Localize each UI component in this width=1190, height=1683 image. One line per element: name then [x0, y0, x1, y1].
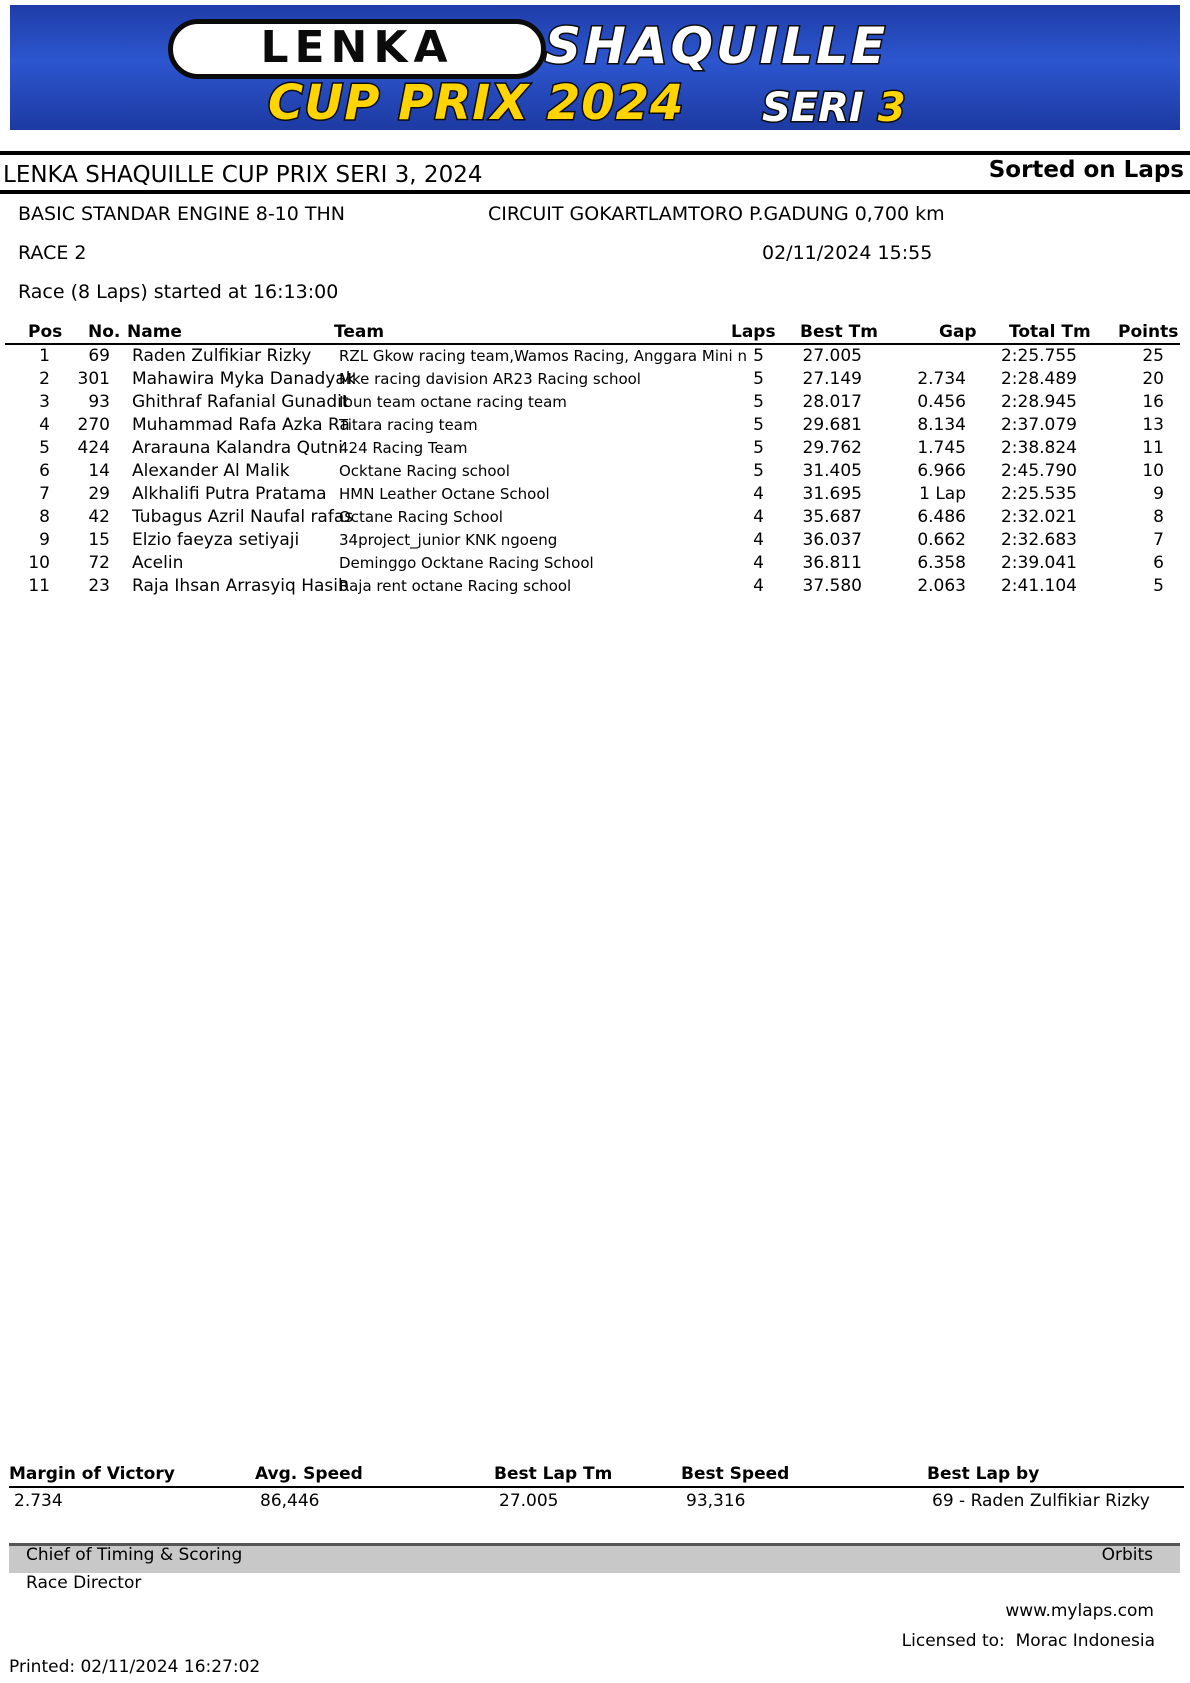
cell-name: Alexander Al Malik: [132, 461, 290, 481]
cell-total: 2:25.535: [1000, 484, 1077, 504]
col-best: Best Tm: [800, 322, 878, 342]
cell-no: 93: [88, 392, 110, 412]
cell-laps: 5: [753, 392, 764, 412]
cell-points: 7: [1153, 530, 1164, 550]
table-row: [0, 438, 1190, 461]
col-name: Name: [127, 322, 182, 342]
table-row: [0, 484, 1190, 507]
banner-seri: [762, 85, 906, 131]
cell-name: Acelin: [132, 553, 184, 573]
cell-total: 2:45.790: [1000, 461, 1077, 481]
cell-total: 2:41.104: [1000, 576, 1077, 596]
cell-best: 29.681: [802, 415, 862, 435]
cell-points: 5: [1153, 576, 1164, 596]
cell-best: 28.017: [802, 392, 862, 412]
table-row: [0, 553, 1190, 576]
cell-gap: 0.662: [917, 530, 966, 550]
cell-team: 34project_junior KNK ngoeng: [339, 531, 558, 549]
cell-team: Titara racing team: [339, 416, 478, 434]
best-lap-label: Best Lap Tm: [494, 1464, 613, 1484]
cell-no: 29: [88, 484, 110, 504]
table-row: [0, 369, 1190, 392]
cell-team: HMN Leather Octane School: [339, 485, 550, 503]
cell-no: 42: [88, 507, 110, 527]
col-total: Total Tm: [1009, 322, 1091, 342]
sort-label: Sorted on Laps: [988, 157, 1184, 183]
cell-pos: 8: [39, 507, 50, 527]
cell-no: 23: [88, 576, 110, 596]
table-row: [0, 346, 1190, 369]
cell-name: Alkhalifi Putra Pratama: [132, 484, 327, 504]
cell-total: 2:32.683: [1000, 530, 1077, 550]
cell-gap: 1.745: [917, 438, 966, 458]
best-lap-value: 27.005: [499, 1491, 559, 1511]
margin-value: 2.734: [14, 1491, 63, 1511]
website: www.mylaps.com: [1005, 1601, 1154, 1621]
race-director: Race Director: [26, 1573, 142, 1593]
cell-pos: 1: [39, 346, 50, 366]
cell-gap: 2.063: [917, 576, 966, 596]
cell-gap: 6.358: [917, 553, 966, 573]
race-info: Race (8 Laps) started at 16:13:00: [18, 281, 339, 303]
cell-pos: 9: [39, 530, 50, 550]
banner-seri-number: 3: [877, 85, 906, 131]
table-row: [0, 576, 1190, 599]
cell-no: 424: [77, 438, 110, 458]
cell-laps: 4: [753, 484, 764, 504]
cell-total: 2:38.824: [1000, 438, 1077, 458]
cell-pos: 4: [39, 415, 50, 435]
cell-total: 2:28.945: [1000, 392, 1077, 412]
cell-laps: 4: [753, 576, 764, 596]
table-row: [0, 530, 1190, 553]
cell-gap: 6.486: [917, 507, 966, 527]
header-rule-top: [0, 151, 1190, 155]
license-line: [902, 1631, 1155, 1651]
header-rule-bottom: [0, 190, 1190, 194]
cell-name: Ghithraf Rafanial Gunadit: [132, 392, 349, 412]
cell-laps: 5: [753, 438, 764, 458]
cell-team: 424 Racing Team: [339, 439, 468, 457]
cell-no: 69: [88, 346, 110, 366]
cell-no: 270: [77, 415, 110, 435]
orbits-label: Orbits: [1101, 1545, 1153, 1565]
cell-gap: 6.966: [917, 461, 966, 481]
cell-pos: 2: [39, 369, 50, 389]
cell-points: 11: [1142, 438, 1164, 458]
col-no: No.: [88, 322, 121, 342]
cell-gap: 0.456: [917, 392, 966, 412]
cell-total: 2:37.079: [1000, 415, 1077, 435]
cell-best: 36.037: [802, 530, 862, 550]
cell-points: 25: [1142, 346, 1164, 366]
table-header-rule: [5, 343, 1180, 345]
cell-points: 13: [1142, 415, 1164, 435]
banner-cup-prix: CUP PRIX 2024: [268, 75, 685, 131]
col-team: Team: [334, 322, 385, 342]
cell-name: Raja Ihsan Arrasyiq Hasib: [132, 576, 349, 596]
chief-of-timing: Chief of Timing & Scoring: [26, 1545, 243, 1565]
cell-points: 6: [1153, 553, 1164, 573]
cell-team: RZL Gkow racing team,Wamos Racing, Anggara Mini n: [339, 347, 747, 365]
cell-team: Raja rent octane Racing school: [339, 577, 572, 595]
cell-best: 37.580: [802, 576, 862, 596]
table-row: [0, 507, 1190, 530]
cell-best: 31.695: [802, 484, 862, 504]
cell-no: 72: [88, 553, 110, 573]
best-speed-label: Best Speed: [681, 1464, 790, 1484]
cell-gap: 1 Lap: [919, 484, 966, 504]
cell-pos: 6: [39, 461, 50, 481]
col-gap: Gap: [939, 322, 977, 342]
cell-name: Mahawira Myka Danadyak: [132, 369, 356, 389]
margin-label: Margin of Victory: [9, 1464, 175, 1484]
printed-timestamp: Printed: 02/11/2024 16:27:02: [9, 1657, 261, 1677]
cell-name: Tubagus Azril Naufal rafas: [132, 507, 354, 527]
banner-shaquille: SHAQUILLE: [545, 17, 889, 75]
col-pos: Pos: [28, 322, 63, 342]
cell-laps: 5: [753, 461, 764, 481]
page-title: LENKA SHAQUILLE CUP PRIX SERI 3, 2024: [3, 162, 483, 188]
class-name: BASIC STANDAR ENGINE 8-10 THN: [18, 203, 346, 225]
cell-name: Muhammad Rafa Azka Ra: [132, 415, 350, 435]
avg-speed-label: Avg. Speed: [255, 1464, 363, 1484]
event-banner: [10, 5, 1180, 130]
avg-speed-value: 86,446: [260, 1491, 320, 1511]
cell-laps: 5: [753, 346, 764, 366]
cell-points: 8: [1153, 507, 1164, 527]
cell-pos: 7: [39, 484, 50, 504]
cell-team: Mke racing davision AR23 Racing school: [339, 370, 641, 388]
cell-team: Deminggo Ocktane Racing School: [339, 554, 594, 572]
col-laps: Laps: [731, 322, 776, 342]
cell-laps: 5: [753, 369, 764, 389]
cell-laps: 4: [753, 553, 764, 573]
cell-pos: 10: [28, 553, 50, 573]
best-speed-value: 93,316: [686, 1491, 746, 1511]
cell-best: 31.405: [802, 461, 862, 481]
cell-no: 15: [88, 530, 110, 550]
cell-best: 36.811: [802, 553, 862, 573]
cell-team: Ibun team octane racing team: [339, 393, 567, 411]
licensed-label: Licensed to:: [901, 1631, 1005, 1651]
cell-best: 35.687: [802, 507, 862, 527]
cell-no: 14: [88, 461, 110, 481]
cell-best: 27.149: [802, 369, 862, 389]
cell-points: 20: [1142, 369, 1164, 389]
cell-best: 27.005: [802, 346, 862, 366]
cell-gap: 2.734: [917, 369, 966, 389]
best-lap-by-value: 69 - Raden Zulfikiar Rizky: [932, 1491, 1150, 1511]
cell-pos: 3: [39, 392, 50, 412]
cell-name: Ararauna Kalandra Qutni: [132, 438, 343, 458]
cell-laps: 4: [753, 530, 764, 550]
cell-points: 10: [1142, 461, 1164, 481]
cell-team: Octane Racing School: [339, 508, 503, 526]
cell-points: 16: [1142, 392, 1164, 412]
banner-seri-word: SERI: [762, 85, 864, 131]
cell-total: 2:25.755: [1000, 346, 1077, 366]
col-points: Points: [1118, 322, 1179, 342]
race-name: RACE 2: [18, 242, 87, 264]
banner-lenka: LENKA: [260, 22, 454, 73]
cell-total: 2:32.021: [1000, 507, 1077, 527]
table-row: [0, 415, 1190, 438]
cell-laps: 5: [753, 415, 764, 435]
cell-pos: 5: [39, 438, 50, 458]
cell-points: 9: [1153, 484, 1164, 504]
race-datetime: 02/11/2024 15:55: [762, 242, 933, 264]
cell-best: 29.762: [802, 438, 862, 458]
summary-rule: [9, 1486, 1184, 1488]
cell-pos: 11: [28, 576, 50, 596]
cell-name: Elzio faeyza setiyaji: [132, 530, 300, 550]
cell-name: Raden Zulfikiar Rizky: [132, 346, 312, 366]
best-lap-by-label: Best Lap by: [927, 1464, 1040, 1484]
cell-no: 301: [77, 369, 110, 389]
circuit-name: CIRCUIT GOKARTLAMTORO P.GADUNG 0,700 km: [488, 203, 945, 225]
table-row: [0, 392, 1190, 415]
cell-laps: 4: [753, 507, 764, 527]
cell-gap: 8.134: [917, 415, 966, 435]
cell-team: Ocktane Racing school: [339, 462, 510, 480]
licensee: Morac Indonesia: [1015, 1631, 1155, 1651]
table-row: [0, 461, 1190, 484]
cell-total: 2:39.041: [1000, 553, 1077, 573]
cell-total: 2:28.489: [1000, 369, 1077, 389]
